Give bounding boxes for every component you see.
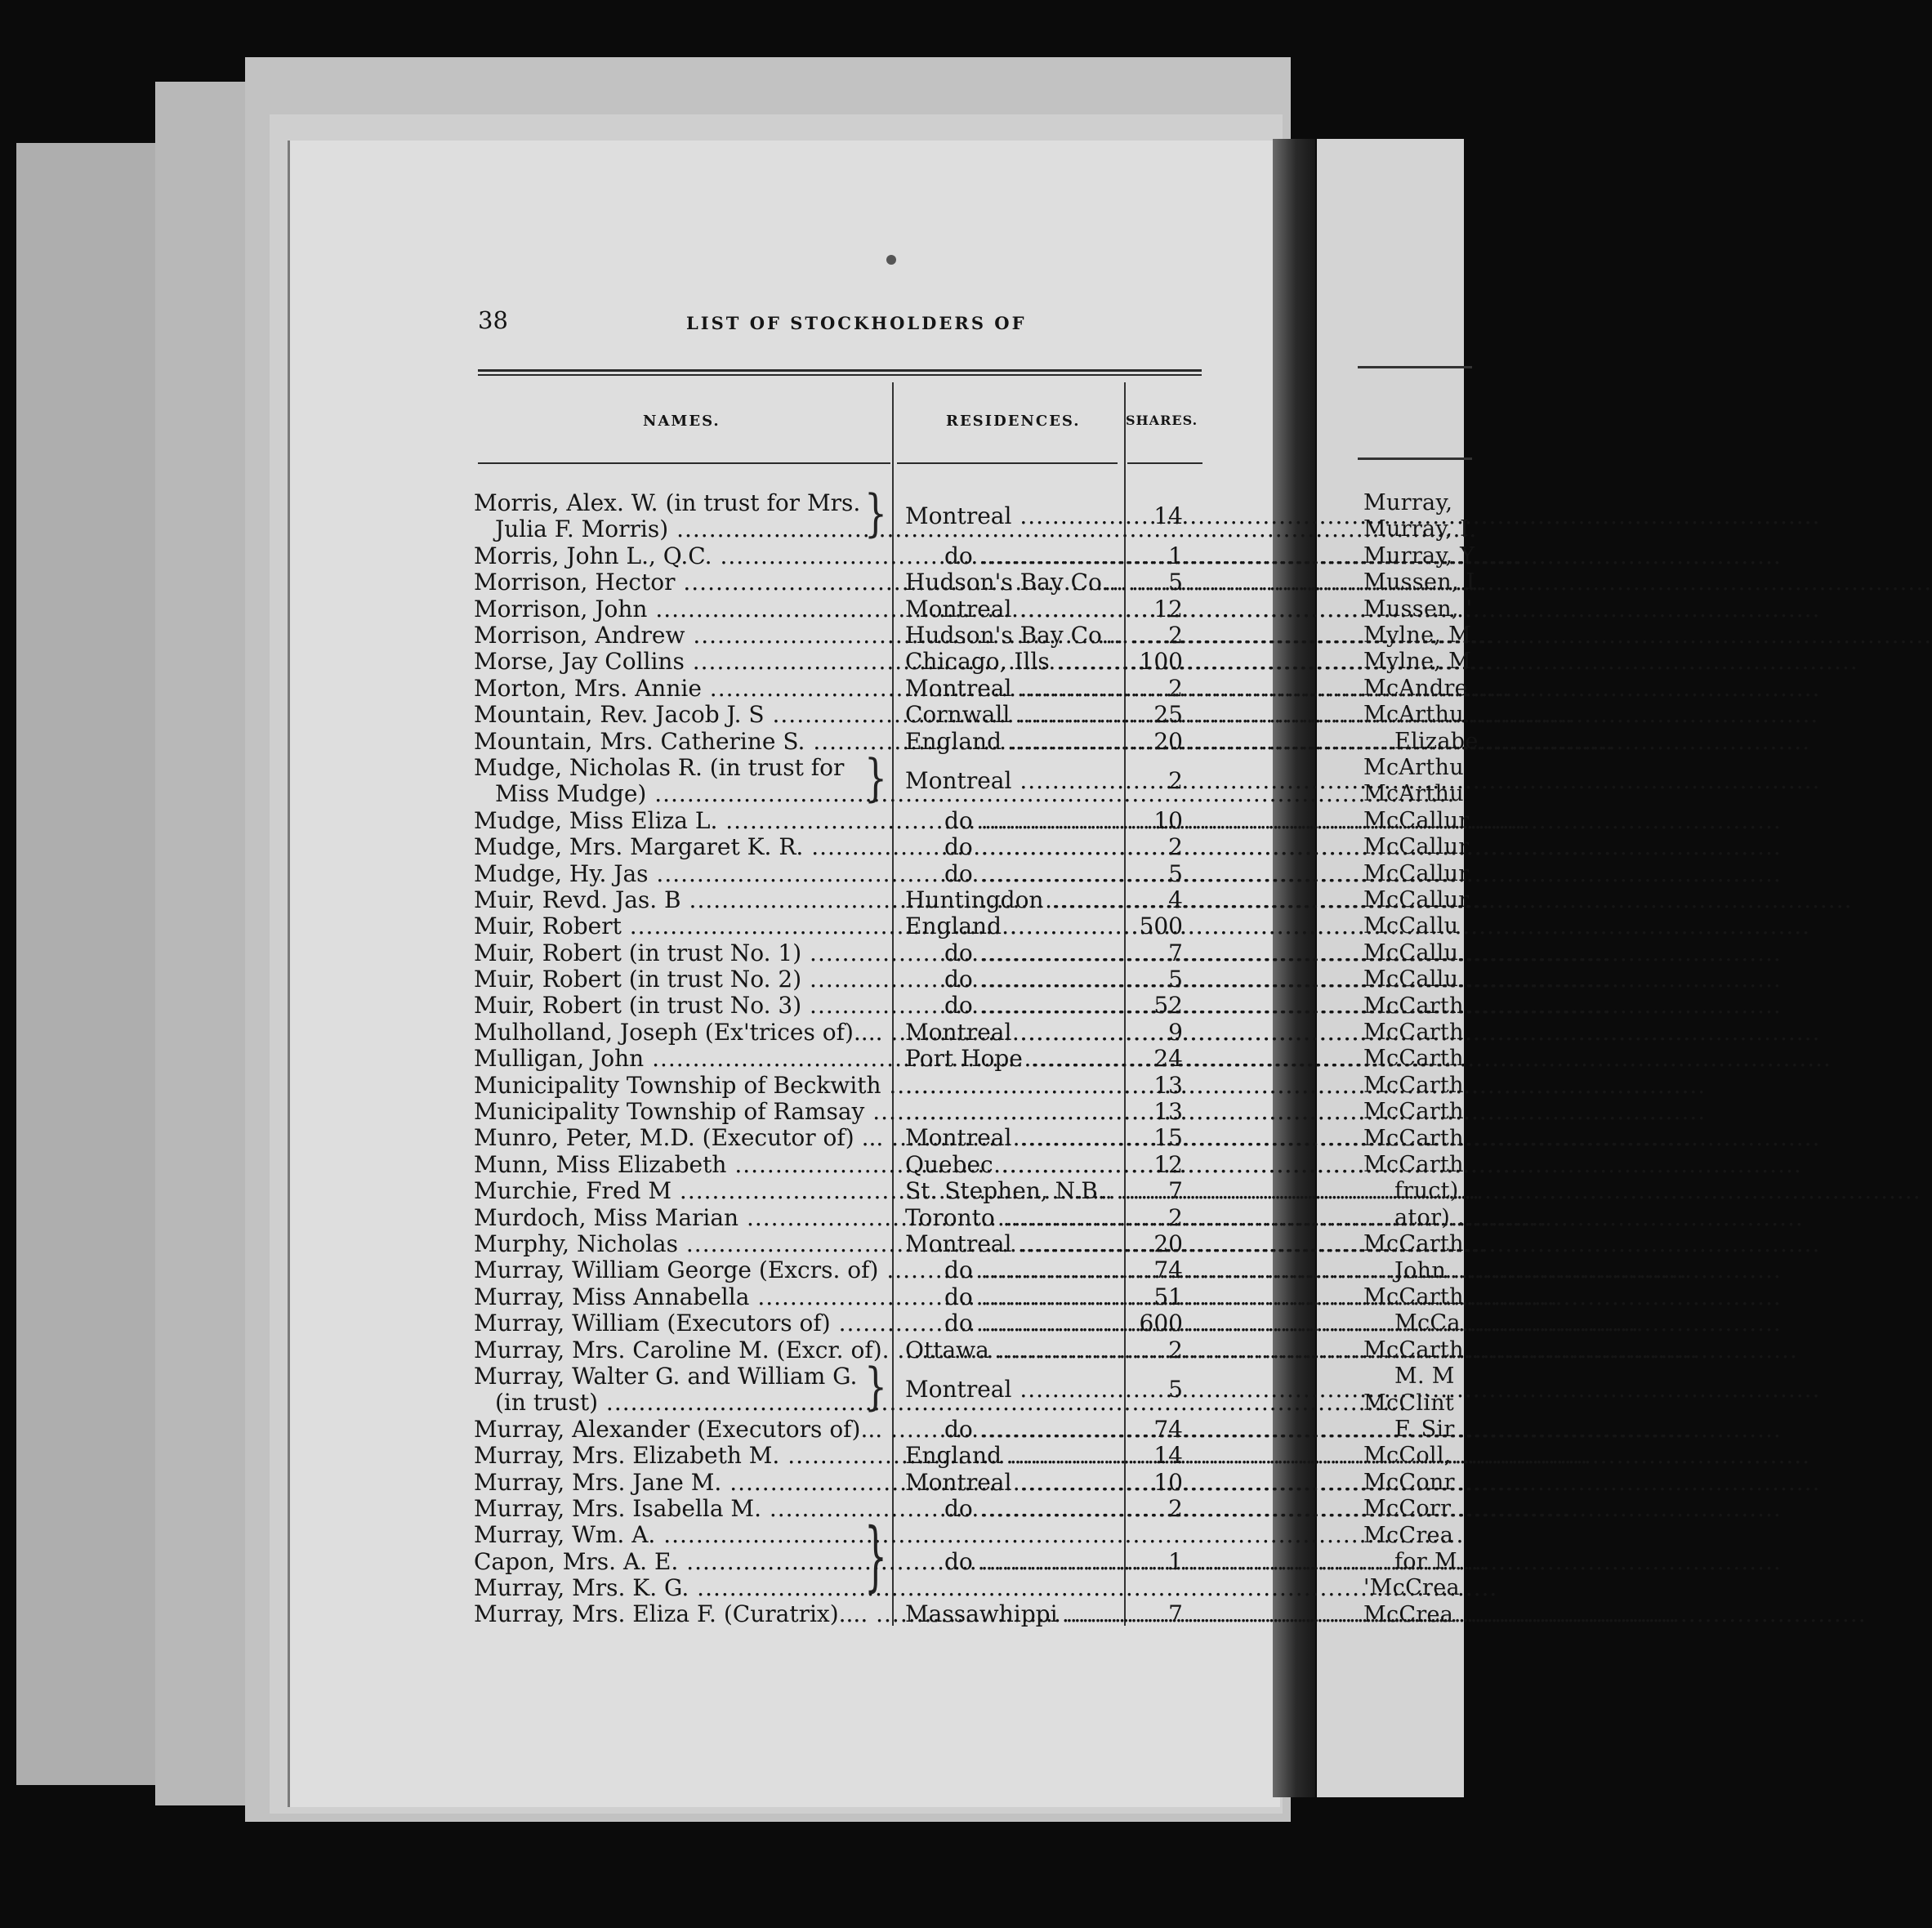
name-line: Muir, Robert (in trust No. 2) ..... (474, 966, 889, 993)
shares-value: 500 (1139, 913, 1183, 940)
residence-text: Quebec ..... (905, 1152, 1802, 1178)
stockholder-residence (905, 808, 1120, 834)
facing-page-fragment: McCarth (1363, 1046, 1464, 1072)
stockholder-shares (1127, 966, 1183, 993)
stockholder-residence (905, 834, 1120, 860)
shares-value: 5 (1168, 569, 1183, 596)
name-line: Municipality Township of Ramsay ..... (474, 1099, 889, 1125)
stockholder-shares (1127, 913, 1183, 939)
stockholder-name (474, 729, 889, 755)
residence-text: Hudson's Bay Co... ..... (905, 623, 1932, 649)
column-header-shares: SHARES. (1126, 413, 1198, 428)
stockholder-shares (1127, 1125, 1183, 1151)
name-line: Murchie, Fred M ..... (474, 1178, 889, 1204)
stockholder-name (474, 1337, 889, 1363)
stockholder-residence (905, 702, 1120, 728)
facing-page-fragment: McCrea (1363, 1601, 1454, 1627)
stockholder-name (474, 1046, 889, 1072)
shares-value: 2 (1168, 674, 1183, 702)
shares-value: 74 (1153, 1415, 1183, 1443)
name-line: Murdoch, Miss Marian ..... (474, 1205, 889, 1231)
stockholder-residence (905, 1601, 1120, 1627)
stockholder-shares (1127, 676, 1183, 702)
shares-value: 2 (1168, 1203, 1183, 1231)
stockholder-name (474, 596, 889, 623)
name-line: Munn, Miss Elizabeth ..... (474, 1152, 889, 1178)
stockholder-name (474, 1513, 889, 1602)
stockholder-shares (1127, 1601, 1183, 1627)
name-line: Morrison, Andrew ..... (474, 623, 889, 649)
residence-text: do ..... (905, 834, 1782, 860)
stockholder-residence (905, 1152, 1120, 1178)
facing-page-fragment: McCarth (1363, 1125, 1464, 1151)
residence-text: Huntingdon ..... (905, 887, 1853, 913)
stockholder-shares (1127, 1178, 1183, 1204)
stockholder-name (474, 1443, 889, 1469)
stockholder-shares (1127, 1020, 1183, 1046)
stockholder-shares (1127, 993, 1183, 1019)
stockholder-residence (905, 1257, 1120, 1283)
residence-text: do ..... (905, 1310, 1782, 1337)
stockholder-shares (1127, 729, 1183, 755)
residence-text: Montreal ..... (905, 503, 1820, 529)
stockholder-name (474, 1284, 889, 1310)
residence-text: Montreal ..... (905, 1377, 1820, 1403)
shares-value: 2 (1168, 1494, 1183, 1522)
shares-value: 9 (1168, 1018, 1183, 1046)
shares-value: 20 (1153, 1230, 1183, 1257)
stockholder-residence (905, 966, 1120, 993)
shares-value: 20 (1153, 727, 1183, 755)
stockholder-residence (905, 1125, 1120, 1151)
shares-value: 52 (1153, 992, 1183, 1020)
name-line: Murray, Walter G. and William G. (474, 1362, 858, 1390)
residence-text: Montreal ..... (905, 1231, 1820, 1257)
stockholder-shares (1127, 1099, 1183, 1125)
stockholder-residence (905, 1363, 1120, 1417)
stockholder-shares (1127, 1496, 1183, 1522)
residence-text: do ..... (905, 808, 1782, 834)
stockholder-name (474, 1601, 889, 1627)
shares-value: 24 (1153, 1045, 1183, 1073)
header-rule-names (478, 462, 890, 464)
header-rule-residences (897, 462, 1118, 464)
stockholder-name (474, 1358, 889, 1417)
stockholder-residence (905, 729, 1120, 755)
stockholder-name (474, 1231, 889, 1257)
stockholder-shares (1127, 596, 1183, 623)
page-number: 38 (478, 306, 508, 334)
shares-value: 7 (1168, 939, 1183, 966)
stockholder-shares (1127, 1152, 1183, 1178)
grouping-brace: } (864, 1358, 887, 1417)
facing-page-fragment: for M (1394, 1549, 1457, 1574)
residence-text: Montreal ..... (905, 596, 1820, 623)
stockholder-shares (1127, 1310, 1183, 1337)
stockholder-shares (1127, 649, 1183, 675)
name-line: Mountain, Mrs. Catherine S. ..... (474, 729, 889, 755)
residence-text: Hudson's Bay Co... ..... (905, 569, 1932, 596)
name-line: Miss Mudge) ..... (474, 781, 889, 807)
stockholder-name (474, 1020, 889, 1046)
facing-page-fragment: ator) . (1394, 1204, 1465, 1230)
facing-page-fragment: McColl, (1363, 1443, 1452, 1469)
name-line: Murray, Mrs. Isabella M. ..... (474, 1496, 889, 1522)
facing-page-fragment: McCallu (1363, 939, 1459, 966)
stockholder-name (474, 966, 889, 993)
facing-page-fragment: Murray, Y (1363, 542, 1475, 569)
stockholder-name (474, 623, 889, 649)
name-line: Murray, Mrs. Elizabeth M. ..... (474, 1443, 889, 1469)
name-line: Murphy, Nicholas ..... (474, 1231, 889, 1257)
facing-page-fragment: Mussen, ' (1363, 596, 1473, 622)
stockholder-residence (905, 887, 1120, 913)
stockholder-residence (905, 1205, 1120, 1231)
facing-page-fragment: Murray, I (1363, 516, 1470, 542)
header-rule-shares (1127, 462, 1202, 464)
name-line: Morrison, Hector ..... (474, 569, 889, 596)
stockholder-shares (1127, 702, 1183, 728)
top-rule-thin (478, 374, 1202, 376)
stockholder-name (474, 649, 889, 675)
facing-page-fragment: McCallur (1363, 834, 1470, 860)
stockholder-name (474, 543, 889, 569)
facing-page-fragment: McClint (1363, 1390, 1455, 1416)
facing-page-fragment: Murray, (1363, 490, 1453, 515)
stockholder-name (474, 861, 889, 887)
name-line: Morris, Alex. W. (in trust for Mrs. (474, 489, 861, 516)
facing-page-fragment: Elizabe (1394, 728, 1479, 754)
shares-value: 13 (1153, 1098, 1183, 1126)
stockholder-residence (905, 1443, 1120, 1469)
stockholder-name (474, 887, 889, 913)
facing-page-fragment: McCarth (1363, 1231, 1464, 1257)
stockholder-shares (1127, 861, 1183, 887)
name-line: Murray, William (Executors of) ..... (474, 1310, 889, 1337)
stockholder-name (474, 1417, 889, 1443)
residence-text: Massawhippi ..... (905, 1601, 1867, 1627)
stockholder-shares (1127, 1205, 1183, 1231)
facing-page-fragment: McAndre (1363, 675, 1468, 701)
name-line: Murray, Wm. A. ..... (474, 1522, 889, 1548)
stockholder-residence (905, 1231, 1120, 1257)
stockholder-name (474, 1496, 889, 1522)
stockholder-shares (1127, 490, 1183, 543)
stockholder-name (474, 913, 889, 939)
stockholder-shares (1127, 755, 1183, 808)
facing-page-fragment: McArthu (1363, 702, 1464, 728)
stockholder-shares (1127, 1417, 1183, 1443)
shares-value: 51 (1153, 1283, 1183, 1310)
facing-page-fragment: McCallur (1363, 807, 1470, 833)
stockholder-shares (1127, 808, 1183, 834)
stockholder-name (474, 1205, 889, 1231)
stockholder-residence (905, 1020, 1120, 1046)
shares-value: 15 (1153, 1124, 1183, 1152)
facing-page-fragment: McCorr (1363, 1496, 1452, 1522)
shares-value: 13 (1153, 1071, 1183, 1099)
name-line: Muir, Revd. Jas. B ..... (474, 887, 889, 913)
shares-value: 4 (1168, 886, 1183, 913)
stockholder-shares (1127, 1073, 1183, 1099)
stockholder-residence (905, 1073, 1120, 1099)
stockholder-residence (905, 1284, 1120, 1310)
facing-page-fragment: McArthu (1363, 755, 1464, 780)
facing-page-fragment: McCrea (1363, 1522, 1454, 1548)
residence-text: Montreal ..... (905, 1020, 1820, 1046)
ink-blot (886, 255, 896, 265)
name-line: Murray, Mrs. Jane M. ..... (474, 1470, 889, 1496)
stockholder-residence (905, 1417, 1120, 1443)
stockholder-name (474, 484, 889, 543)
stockholder-shares (1127, 887, 1183, 913)
facing-page-fragment: McCarth (1363, 1020, 1464, 1045)
name-line: Murray, Alexander (Executors of)... ..... (474, 1417, 889, 1443)
facing-page-fragment: McCallu (1363, 966, 1459, 993)
name-line: Mudge, Nicholas R. (in trust for (474, 753, 845, 781)
facing-page-fragment: M. M (1394, 1363, 1455, 1390)
facing-page-fragment: McArthu (1363, 781, 1464, 807)
residence-text: Montreal ..... (905, 676, 1820, 702)
name-line: Morse, Jay Collins ..... (474, 649, 889, 675)
facing-page-fragment: Mylne, M (1363, 623, 1472, 648)
shares-value: 2 (1168, 833, 1183, 861)
stockholder-shares (1127, 1522, 1183, 1601)
facing-page-fragment: Mussen, I (1363, 569, 1475, 596)
stockholder-residence (905, 649, 1120, 675)
name-line: Mountain, Rev. Jacob J. S ..... (474, 702, 889, 728)
stockholder-shares (1127, 1231, 1183, 1257)
residence-text: do ..... (905, 1417, 1782, 1443)
grouping-brace: } (864, 484, 887, 543)
facing-page-fragment: 'McCrea (1363, 1575, 1460, 1601)
shares-value: 14 (1153, 502, 1183, 530)
stockholder-name (474, 1099, 889, 1125)
stockholder-residence (905, 543, 1120, 569)
stockholder-residence (905, 1310, 1120, 1337)
residence-text: do ..... (905, 1257, 1782, 1283)
stockholder-residence (905, 1496, 1120, 1522)
shares-value: 5 (1168, 1376, 1183, 1404)
shares-value: 2 (1168, 767, 1183, 795)
stockholder-shares (1127, 834, 1183, 860)
stockholder-shares (1127, 569, 1183, 596)
facing-page-fragment: John (1394, 1257, 1447, 1283)
facing-page-fragment: fruct) (1394, 1178, 1459, 1204)
stockholder-residence (905, 755, 1120, 808)
residence-text: do ..... (905, 543, 1782, 569)
grouping-brace: } (864, 1513, 887, 1601)
shares-value: 74 (1153, 1256, 1183, 1284)
name-line: Municipality Township of Beckwith ..... (474, 1073, 889, 1099)
name-line: Morrison, John ..... (474, 596, 889, 623)
name-line: Capon, Mrs. A. E. ..... (474, 1549, 889, 1575)
stockholder-shares (1127, 1257, 1183, 1283)
facing-page-fragment: McCallur (1363, 860, 1470, 886)
shares-value: 25 (1153, 701, 1183, 729)
residence-text: do ..... (905, 1496, 1782, 1522)
stockholder-name (474, 676, 889, 702)
stockholder-shares (1127, 1443, 1183, 1469)
stockholder-shares (1127, 1337, 1183, 1363)
stockholder-name (474, 1178, 889, 1204)
stockholder-residence (905, 569, 1124, 596)
stockholder-residence (905, 1522, 1120, 1601)
residence-text: do ..... (905, 1549, 1782, 1575)
residence-text (905, 1099, 1706, 1125)
residence-text: England ..... (905, 729, 1810, 755)
stockholder-shares (1127, 1470, 1183, 1496)
shares-value: 7 (1168, 1177, 1183, 1205)
name-line: Murray, Mrs. K. G. ..... (474, 1575, 889, 1601)
stockholder-name (474, 993, 889, 1019)
facing-page-rule (1358, 366, 1472, 368)
stockholder-name (474, 834, 889, 860)
residence-text: Ottawa ..... (905, 1337, 1798, 1363)
shares-value: 10 (1153, 806, 1183, 834)
facing-page-fragment: McCarth (1363, 1099, 1464, 1125)
stockholder-residence (905, 1337, 1120, 1363)
stockholder-residence (905, 1046, 1120, 1072)
name-line: Muir, Robert ..... (474, 913, 889, 939)
facing-page-fragment: McCarth (1363, 993, 1464, 1019)
residence-text: England ..... (905, 913, 1810, 939)
name-line: Murray, Mrs. Eliza F. (Curatrix).... ..... (474, 1601, 889, 1627)
residence-text: do ..... (905, 940, 1782, 966)
residence-text: do ..... (905, 1284, 1782, 1310)
name-line: Murray, Mrs. Caroline M. (Excr. of). ..... (474, 1337, 889, 1363)
name-line: Munro, Peter, M.D. (Executor of) ... ..... (474, 1125, 889, 1151)
name-line: Muir, Robert (in trust No. 3) ..... (474, 993, 889, 1019)
stockholder-residence (905, 993, 1120, 1019)
stockholder-name (474, 569, 889, 596)
stockholder-shares (1127, 543, 1183, 569)
stockholder-shares (1127, 940, 1183, 966)
residence-text: Port Hope ..... (905, 1046, 1832, 1072)
stockholder-residence (905, 676, 1120, 702)
name-line: Mulholland, Joseph (Ex'trices of).... ..... (474, 1020, 889, 1046)
name-line: Muir, Robert (in trust No. 1) ..... (474, 940, 889, 966)
column-header-residences: RESIDENCES. (946, 413, 1081, 430)
shares-column (1127, 490, 1183, 1628)
stockholder-name (474, 808, 889, 834)
stockholder-name (474, 1310, 889, 1337)
shares-value: 5 (1168, 859, 1183, 887)
names-column (474, 484, 890, 1628)
stockholder-name (474, 1470, 889, 1496)
shares-value: 14 (1153, 1442, 1183, 1470)
facing-page-fragment: Mylne, M (1363, 649, 1472, 675)
column-header-names: NAMES. (643, 413, 721, 430)
stockholder-residence (905, 1099, 1120, 1125)
name-line: Mudge, Hy. Jas ..... (474, 861, 889, 887)
name-line: (in trust) ..... (474, 1390, 889, 1416)
shares-value: 100 (1139, 648, 1183, 676)
name-line: Mulligan, John ..... (474, 1046, 889, 1072)
residence-text: England ..... (905, 1443, 1810, 1469)
stockholder-name (474, 1125, 889, 1151)
shares-value: 10 (1153, 1468, 1183, 1496)
residence-text: do ..... (905, 966, 1782, 993)
stockholder-shares (1127, 623, 1183, 649)
name-line: Murray, William George (Excrs. of) ..... (474, 1257, 889, 1283)
name-line: Mudge, Mrs. Margaret K. R. ..... (474, 834, 889, 860)
facing-page-fragment: McCarth (1363, 1072, 1464, 1098)
residences-column (905, 490, 1124, 1628)
stockholder-residence (905, 621, 1124, 649)
residence-text: Montreal ..... (905, 1125, 1820, 1151)
stockholder-residence (905, 861, 1120, 887)
residence-text: Toronto ..... (905, 1205, 1804, 1231)
shares-value: 2 (1168, 621, 1183, 649)
name-line: Murray, Miss Annabella ..... (474, 1284, 889, 1310)
stockholder-residence (905, 1178, 1120, 1204)
stockholder-residence (905, 1470, 1120, 1496)
residence-text: St. Stephen, N.B.. ..... (905, 1178, 1921, 1204)
shares-value: 600 (1139, 1310, 1183, 1337)
residence-text: do ..... (905, 861, 1782, 887)
stockholder-shares (1127, 1363, 1183, 1417)
residence-text (905, 1073, 1706, 1099)
residence-text: do ..... (905, 993, 1782, 1019)
residence-text: Montreal ..... (905, 1470, 1820, 1496)
facing-page-fragment: McConr (1363, 1469, 1455, 1495)
residence-text: Chicago, Ills ..... (905, 649, 1858, 675)
stockholder-name (474, 749, 889, 808)
facing-page-fragment: McCarth (1363, 1284, 1464, 1310)
facing-page-fragment: McCallur (1363, 887, 1470, 913)
facing-page-fragment: McCarth (1363, 1152, 1464, 1177)
stockholder-residence (905, 913, 1120, 939)
name-line: Morton, Mrs. Annie ..... (474, 676, 889, 702)
shares-value: 1 (1168, 542, 1183, 569)
stockholder-name (474, 1257, 889, 1283)
facing-page-fragment: McCallu (1363, 913, 1459, 939)
shares-value: 7 (1168, 1600, 1183, 1628)
stockholder-name (474, 1152, 889, 1178)
stockholder-name (474, 1073, 889, 1099)
facing-page-fragment: McCa (1394, 1310, 1461, 1337)
shares-value: 12 (1153, 1150, 1183, 1178)
facing-page-rule (1358, 457, 1472, 460)
facing-page-fragment: McCarth (1363, 1337, 1464, 1363)
grouping-brace: } (864, 749, 887, 808)
residence-text: Montreal ..... (905, 768, 1820, 794)
stockholder-name (474, 940, 889, 966)
stockholder-name (474, 702, 889, 728)
stockholder-shares (1127, 1284, 1183, 1310)
name-line: Mudge, Miss Eliza L. ..... (474, 808, 889, 834)
stockholder-residence (905, 596, 1120, 623)
residence-text: Cornwall ..... (905, 702, 1818, 728)
shares-value: 1 (1168, 1547, 1183, 1575)
top-rule (478, 369, 1202, 372)
running-head: LIST OF STOCKHOLDERS OF (686, 313, 1027, 333)
name-line: Julia F. Morris) ..... (474, 516, 889, 542)
stockholder-residence (905, 490, 1120, 543)
name-line: Morris, John L., Q.C. ..... (474, 543, 889, 569)
stockholder-residence (905, 940, 1120, 966)
shares-value: 5 (1168, 966, 1183, 993)
facing-page-fragment: F. Sir (1394, 1417, 1455, 1442)
shares-value: 12 (1153, 595, 1183, 623)
shares-value: 2 (1168, 1336, 1183, 1363)
stockholder-shares (1127, 1046, 1183, 1072)
